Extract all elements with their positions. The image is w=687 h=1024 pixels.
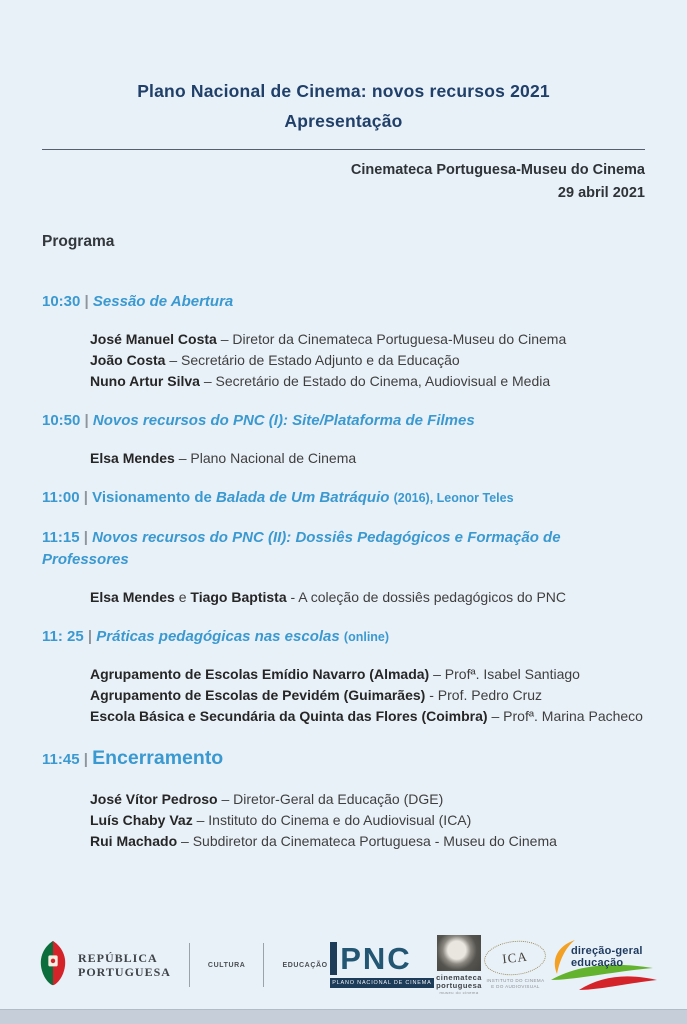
dash: – — [220, 331, 229, 347]
speaker-role: Instituto do Cinema e do Audiovisual (ICA) — [208, 812, 472, 828]
dash: - — [290, 589, 296, 605]
speaker-role: Plano Nacional de Cinema — [190, 450, 357, 466]
school-name: Agrupamento de Escolas Emídio Navarro (Almada) — [90, 666, 430, 682]
speaker-list — [90, 789, 645, 852]
speaker-name-2: Tiago Baptista — [190, 589, 287, 605]
conjunction: e — [178, 589, 187, 605]
speaker-line — [90, 810, 645, 831]
schedule-head — [42, 527, 645, 571]
schedule-item-recursos-2 — [42, 527, 645, 608]
speaker-line — [90, 371, 645, 392]
speaker-role: Secretário de Estado Adjunto e da Educação — [181, 352, 460, 368]
schedule-item-opening — [42, 291, 645, 392]
speaker-name: Elsa Mendes — [90, 589, 175, 605]
footer-logos — [36, 932, 661, 998]
schedule-time: 11:00 — [42, 489, 80, 506]
schedule-item-encerramento — [42, 745, 645, 852]
speaker-list — [90, 587, 645, 608]
schedule-head — [42, 745, 645, 773]
speaker-line — [90, 448, 645, 469]
dge-line-1: direção-geral — [570, 945, 643, 957]
schedule-separator: | — [83, 529, 88, 546]
speaker-line — [90, 706, 645, 727]
footer-divider — [189, 943, 190, 987]
speaker-list — [90, 664, 645, 727]
schedule-item-recursos-1 — [42, 410, 645, 469]
speaker-role: Subdiretor da Cinemateca Portuguesa - Museu do Cinema — [192, 833, 557, 849]
speaker-line — [90, 685, 645, 706]
speaker-role: Secretário de Estado do Cinema, Audiovisual e Media — [215, 373, 551, 389]
ica-logo — [484, 941, 546, 990]
speaker-name: Luís Chaby Vaz — [90, 812, 193, 828]
pnc-acronym: PNC — [340, 941, 412, 976]
republica-line-2: PORTUGUESA — [78, 965, 171, 979]
dash: - — [429, 687, 434, 703]
schedule-time: 11: 25 — [42, 628, 84, 645]
speaker-line — [90, 789, 645, 810]
schedule-item-praticas — [42, 626, 645, 727]
speaker-role: Diretor-Geral da Educação (DGE) — [233, 791, 444, 807]
speaker-role: A coleção de dossiês pedagógicos do PNC — [298, 589, 567, 605]
schedule-head — [42, 410, 645, 432]
schedule-title-suffix: (2016), Leonor Teles — [393, 491, 514, 505]
event-date: 29 abril 2021 — [557, 185, 645, 201]
header-divider-rule — [42, 149, 645, 150]
dash: – — [169, 352, 178, 368]
venue-name: Cinemateca Portuguesa-Museu do Cinema — [350, 162, 645, 178]
teacher-name: Profª. Isabel Santiago — [444, 666, 580, 682]
schedule-separator: | — [87, 628, 93, 645]
schedule-time: 10:30 — [42, 293, 81, 310]
bottom-scan-band — [0, 1009, 687, 1024]
pnc-mark — [330, 942, 433, 975]
dge-line-2: educação — [570, 957, 624, 969]
dge-wordmark — [571, 945, 643, 969]
schedule-title: Novos recursos do PNC (II): Dossiês Pedagógicos e Formação de Professores — [42, 529, 561, 568]
dge-logo — [549, 936, 661, 994]
cinemateca-name — [436, 974, 482, 990]
schedule-head — [42, 626, 645, 648]
venue-block — [42, 159, 645, 205]
schedule-title: Práticas pedagógicas nas escolas — [96, 628, 340, 645]
dash: – — [221, 791, 230, 807]
speaker-name: Elsa Mendes — [90, 450, 175, 466]
footer-divider — [263, 943, 264, 987]
dash: – — [203, 373, 212, 389]
schedule-title-suffix: (online) — [343, 630, 390, 644]
ica-subtitle-line-2: E DO AUDIOVISUAL — [491, 983, 540, 989]
teacher-name: Profª. Marina Pacheco — [503, 708, 643, 724]
speaker-name: José Manuel Costa — [90, 331, 217, 347]
schedule-head — [42, 291, 645, 313]
schedule-title: Novos recursos do PNC (I): Site/Plataforma de Filmes — [92, 412, 475, 429]
schedule-item-visionamento — [42, 487, 645, 509]
republica-portuguesa-logo — [36, 938, 328, 993]
school-name: Escola Básica e Secundária da Quinta das Flores (Coimbra) — [90, 708, 488, 724]
pnc-subtitle: PLANO NACIONAL DE CINEMA — [332, 980, 432, 986]
ica-subtitle — [484, 978, 546, 990]
republica-wordmark — [78, 951, 171, 979]
schedule-title: Encerramento — [92, 747, 224, 769]
speaker-line — [90, 350, 645, 371]
cinemateca-subtitle: museu do cinema — [439, 990, 479, 995]
speaker-name: Nuno Artur Silva — [90, 373, 200, 389]
cinemateca-logo — [436, 935, 482, 995]
schedule-time: 11:15 — [42, 529, 80, 546]
cinemateca-line-2: portuguesa — [436, 981, 482, 990]
cinemateca-photo-icon — [437, 935, 481, 971]
republica-line-1: REPÚBLICA — [78, 951, 158, 965]
speaker-name: José Vítor Pedroso — [90, 791, 218, 807]
document-title — [42, 76, 645, 136]
schedule-head — [42, 487, 645, 509]
speaker-list — [90, 329, 645, 392]
speaker-name: João Costa — [90, 352, 166, 368]
dash: – — [178, 450, 187, 466]
schedule-separator: | — [84, 293, 89, 310]
speaker-list — [90, 448, 645, 469]
teacher-name: Prof. Pedro Cruz — [437, 687, 543, 703]
ica-subtitle-line-1: INSTITUTO DO CINEMA — [486, 977, 545, 983]
speaker-line — [90, 329, 645, 350]
ica-ellipse-icon — [483, 937, 548, 977]
speaker-line — [90, 587, 645, 608]
ica-acronym: ICA — [501, 948, 529, 966]
schedule-time: 11:45 — [42, 751, 80, 768]
dash: – — [196, 812, 205, 828]
title-line-2: Apresentação — [284, 111, 403, 131]
speaker-name: Rui Machado — [90, 833, 178, 849]
schedule-separator: | — [83, 751, 88, 768]
schedule-title-film: Balada de Um Batráquio — [216, 489, 390, 506]
cinemateca-line-1: cinemateca — [436, 973, 482, 982]
speaker-role: Diretor da Cinemateca Portuguesa-Museu do Cinema — [232, 331, 567, 347]
page-content — [0, 76, 687, 852]
educacao-label: EDUCAÇÃO — [282, 961, 328, 969]
pnc-logo — [330, 942, 433, 988]
dash: – — [181, 833, 189, 849]
speaker-line — [90, 664, 645, 685]
schedule-title: Sessão de Abertura — [92, 293, 234, 310]
title-line-1: Plano Nacional de Cinema: novos recursos 2021 — [137, 81, 550, 101]
school-name: Agrupamento de Escolas de Pevidém (Guimarães) — [90, 687, 426, 703]
dash: – — [433, 666, 441, 682]
schedule-separator: | — [84, 412, 89, 429]
dash: – — [491, 708, 500, 724]
program-heading: Programa — [42, 233, 115, 250]
cultura-label: CULTURA — [207, 961, 246, 969]
speaker-line — [90, 831, 645, 852]
schedule-title-prefix: Visionamento de — [92, 489, 212, 506]
portugal-flag-emblem-icon — [36, 938, 70, 993]
schedule-time: 10:50 — [42, 412, 81, 429]
schedule-separator: | — [83, 489, 88, 506]
pnc-stem-icon — [330, 942, 337, 975]
